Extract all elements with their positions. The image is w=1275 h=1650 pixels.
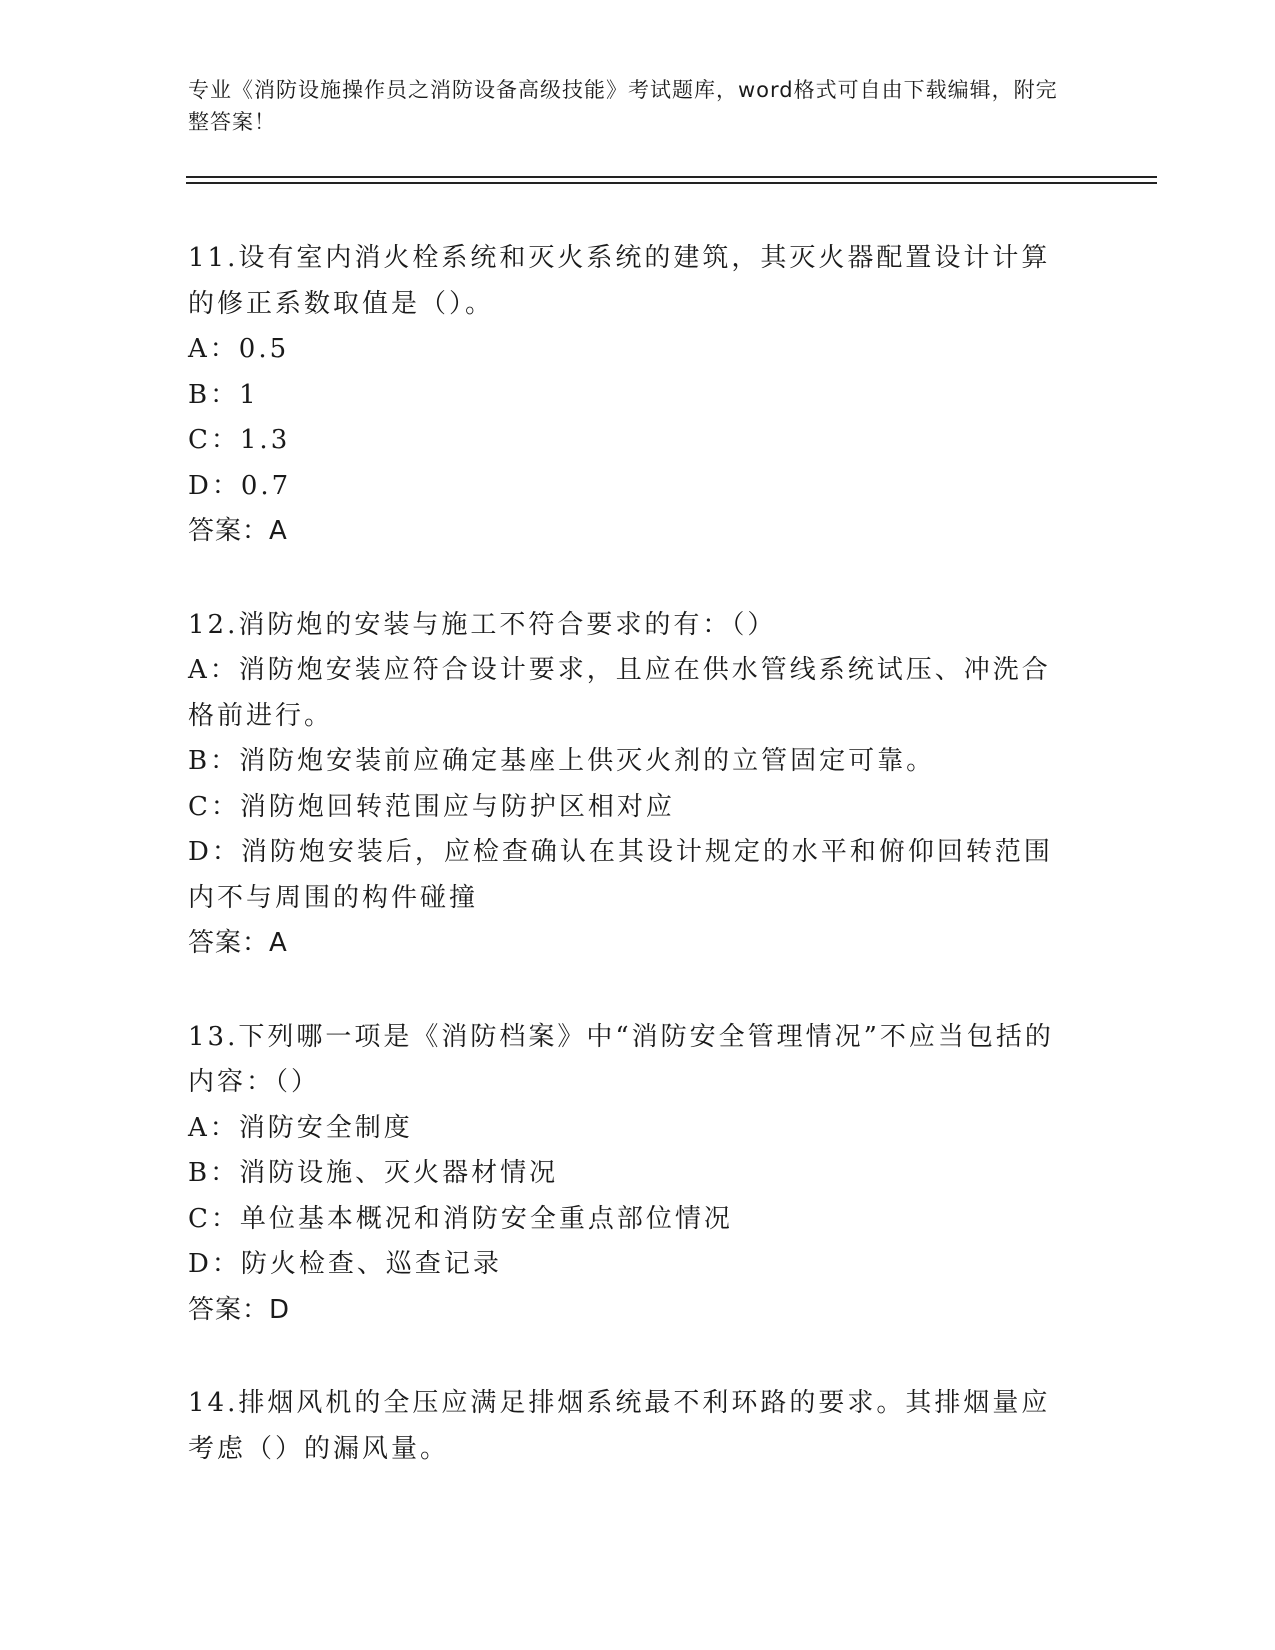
option-a: A：0.5	[188, 334, 290, 364]
option-b: B：消防设施、灭火器材情况	[188, 1158, 559, 1188]
question-11	[188, 236, 1078, 555]
answer: 答案：D	[188, 1294, 291, 1325]
question-stem: 11.设有室内消火栓系统和灭火系统的建筑，其灭火器配置设计计算的修正系数取值是（）。	[188, 243, 1051, 319]
question-stem: 14.排烟风机的全压应满足排烟系统最不利环路的要求。其排烟量应考虑（）的漏风量。	[188, 1388, 1051, 1464]
header-divider-top	[186, 176, 1157, 178]
answer: 答案：A	[188, 928, 288, 958]
question-13	[188, 1015, 1078, 1334]
option-d: D：0.7	[188, 470, 292, 501]
question-stem: 13.下列哪一项是《消防档案》中“消防安全管理情况”不应当包括的内容：（）	[188, 1021, 1054, 1097]
option-c: C：消防炮回转范围应与防护区相对应	[188, 791, 675, 822]
option-d: D：防火检查、巡查记录	[188, 1249, 502, 1279]
option-a: A：消防炮安装应符合设计要求，且应在供水管线系统试压、冲洗合格前进行。	[188, 655, 1051, 731]
header-divider-bottom	[186, 182, 1157, 184]
option-b: B：消防炮安装前应确定基座上供灭火剂的立管固定可靠。	[188, 746, 936, 776]
option-a: A：消防安全制度	[188, 1112, 413, 1143]
question-stem: 12.消防炮的安装与施工不符合要求的有：（）	[188, 609, 777, 640]
question-14	[188, 1381, 1078, 1472]
option-d: D：消防炮安装后，应检查确认在其设计规定的水平和俯仰回转范围内不与周围的构件碰撞	[188, 837, 1053, 913]
answer: 答案：A	[188, 516, 288, 546]
document-header: 专业《消防设施操作员之消防设备高级技能》考试题库，word格式可自由下载编辑，附完整答案！	[188, 78, 1058, 134]
question-list	[188, 236, 1078, 1520]
option-c: C：单位基本概况和消防安全重点部位情况	[188, 1203, 733, 1234]
option-b: B：1	[188, 379, 259, 410]
option-c: C：1.3	[188, 425, 291, 455]
question-12	[188, 603, 1078, 967]
